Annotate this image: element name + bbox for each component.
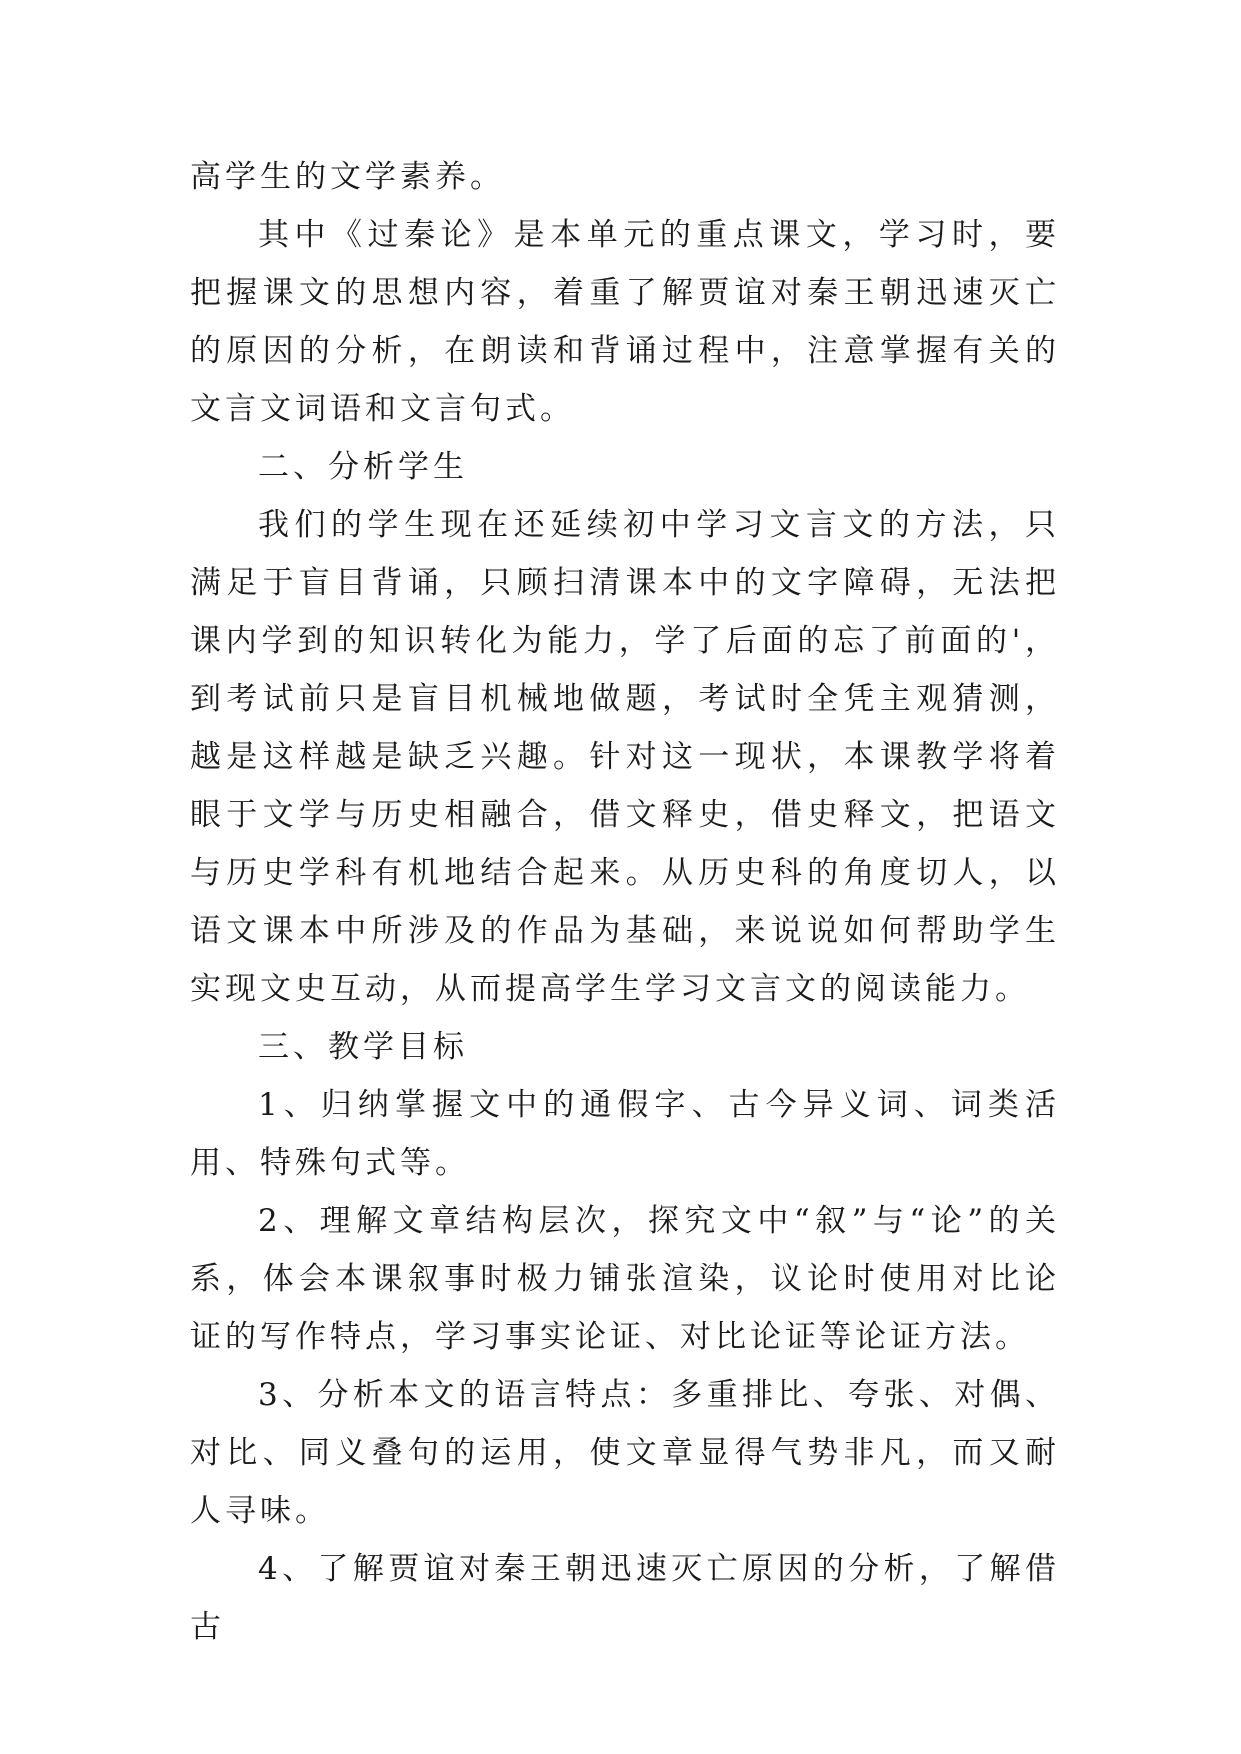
goal-item-1: 1、归纳掌握文中的通假字、古今异义词、词类活用、特殊句式等。 [190, 1087, 1060, 1181]
paragraph-continuation: 高学生的文学素养。 [190, 159, 505, 195]
document-page [190, 148, 1060, 1656]
section-heading-analyze-students: 二、分析学生 [258, 449, 468, 485]
paragraph-key-text: 其中《过秦论》是本单元的重点课文，学习时，要把握课文的思想内容，着重了解贾谊对秦王朝迅速灭亡的原因的分析，在朗读和背诵过程中，注意掌握有关的文言文词语和文言句式。 [190, 217, 1060, 427]
section-heading-teaching-goals: 三、教学目标 [258, 1029, 468, 1065]
goal-item-4: 4、了解贾谊对秦王朝迅速灭亡原因的分析，了解借古 [190, 1551, 1060, 1645]
goal-item-3: 3、分析本文的语言特点：多重排比、夸张、对偶、对比、同义叠句的运用，使文章显得气势非凡，而又耐人寻味。 [190, 1377, 1060, 1529]
goal-item-2: 2、理解文章结构层次，探究文中“叙”与“论”的关系，体会本课叙事时极力铺张渲染，议论时使用对比论证的写作特点，学习事实论证、对比论证等论证方法。 [190, 1203, 1060, 1355]
paragraph-student-analysis: 我们的学生现在还延续初中学习文言文的方法，只满足于盲目背诵，只顾扫清课本中的文字障碍，无法把课内学到的知识转化为能力，学了后面的忘了前面的'，到考试前只是盲目机械地做题，考试时全凭主观猜测，越是这样越是缺乏兴趣。针对这一现状，本课教学将着眼于文学与历史相融合，借文释史，借史释文，把语文与历史学科有机地结合起来。从历史科的角度切人，以语文课本中所涉及的作品为基础，来说说如何帮助学生实现文史互动，从而提高学生学习文言文的阅读能力。 [190, 507, 1060, 1007]
